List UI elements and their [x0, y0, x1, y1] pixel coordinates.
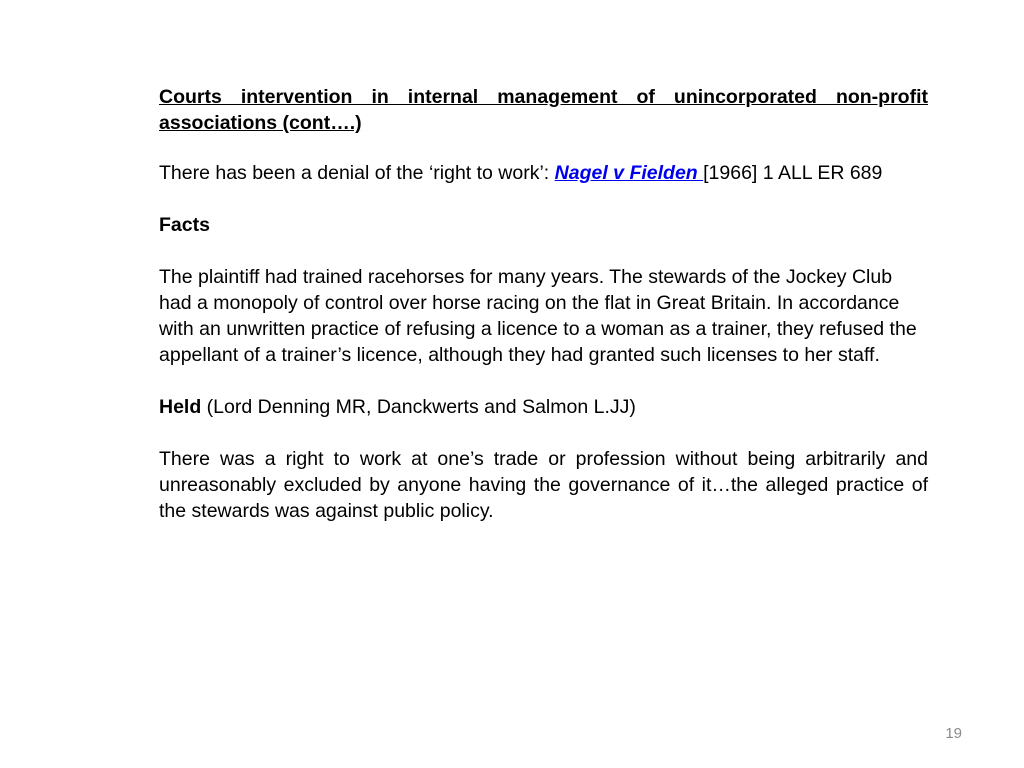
held-label: Held	[159, 396, 202, 418]
bullet-text: There has been a denial of the ‘right to work’:	[159, 162, 555, 184]
held-paragraph: There was a right to work at one’s trade or profession without being arbitrarily and unreasonably excluded by anyone having the governance of it…the alleged practice of the stewards was against public policy.	[159, 448, 928, 522]
facts-paragraph: The plaintiff had trained racehorses for many years. The stewards of the Jockey Club had a monopoly of control over horse racing on the flat in Great Britain. In accordance with an unwritten practice of refusing a licence to a woman as a trainer, they refused the appellant of a trainer’s licence, although they had granted such licenses to her staff.	[159, 266, 917, 366]
held-line	[159, 394, 928, 420]
held-judges: (Lord Denning MR, Danckwerts and Salmon L.JJ)	[201, 396, 636, 418]
page-number: 19	[945, 725, 962, 742]
facts-heading: Facts	[159, 214, 210, 236]
case-citation: [1966] 1 ALL ER 689	[703, 162, 883, 184]
slide-content	[159, 84, 928, 524]
slide-title: Courts intervention in internal management of unincorporated non-profit associations (cont….)	[159, 86, 928, 134]
bullet-item	[159, 160, 928, 186]
case-link-nagel-v-fielden[interactable]: Nagel v Fielden	[554, 162, 704, 184]
